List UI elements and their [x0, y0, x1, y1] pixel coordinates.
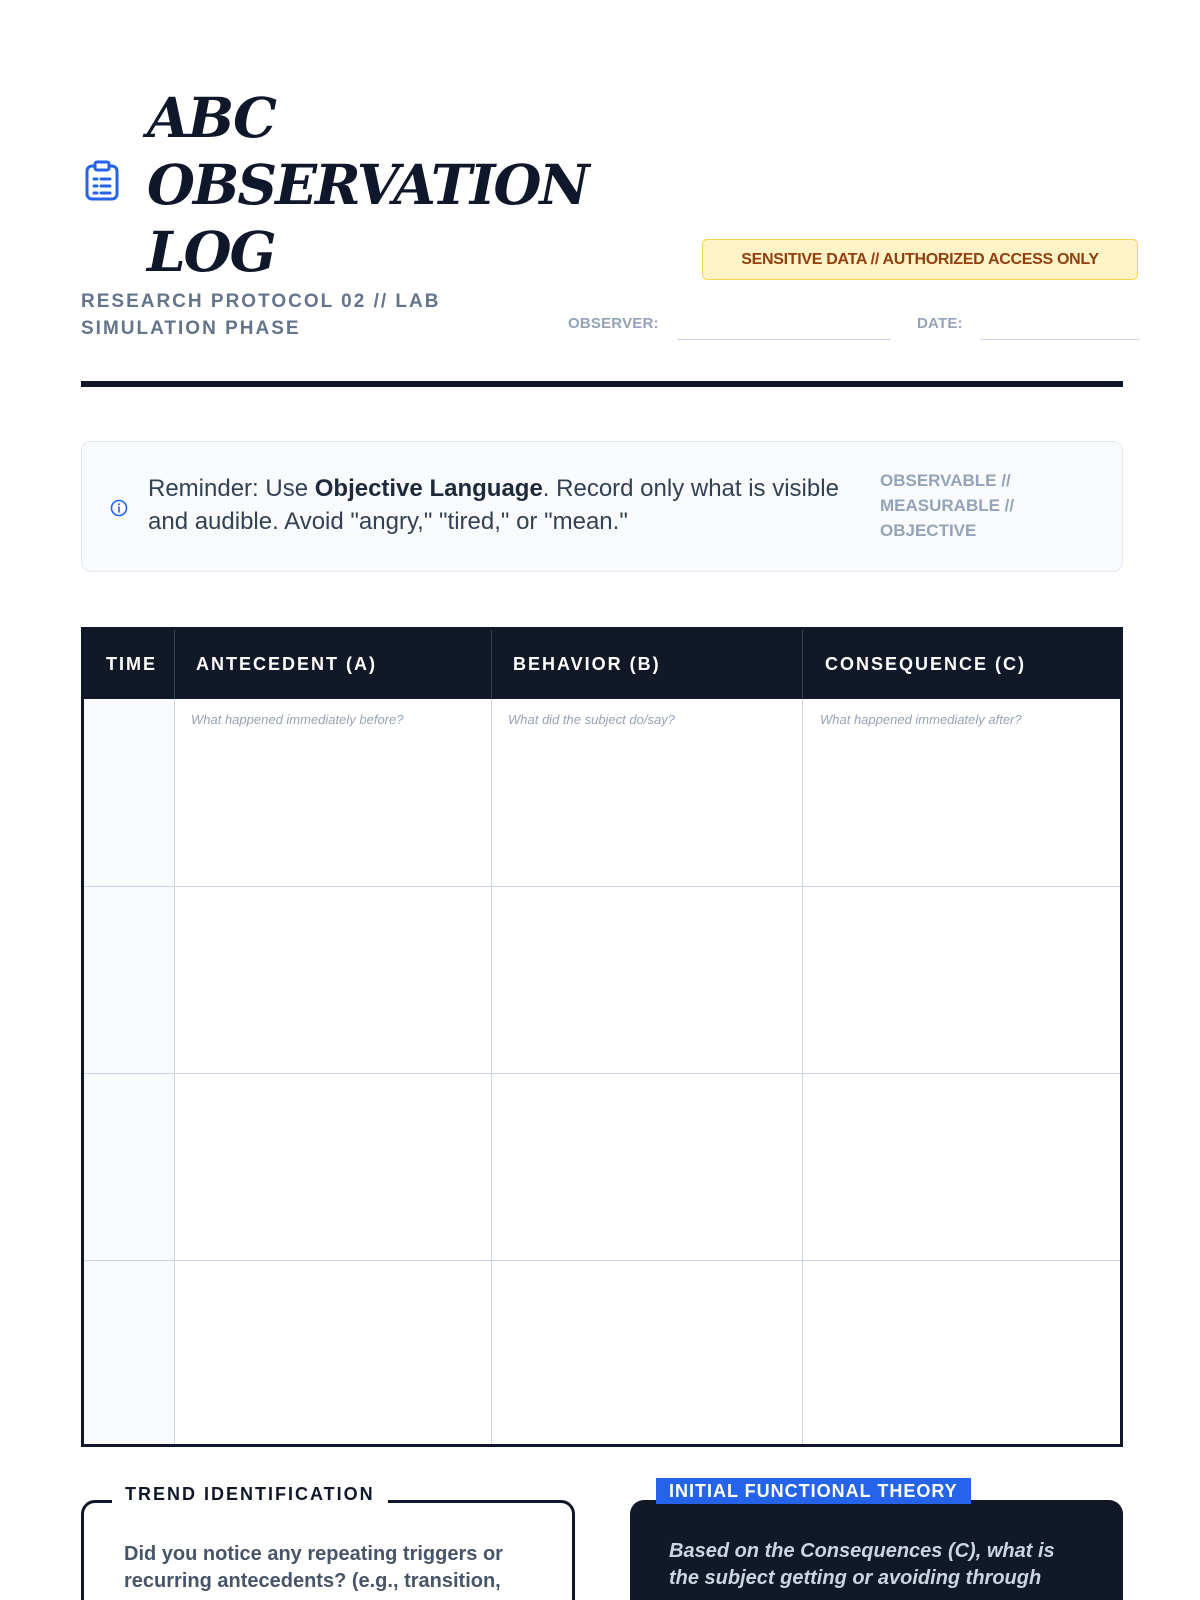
antecedent-hint: What happened immediately before? [191, 712, 404, 727]
consequence-cell[interactable] [803, 1261, 1120, 1444]
trend-identification-label: TREND IDENTIFICATION [112, 1484, 388, 1505]
column-header-consequence: CONSEQUENCE (C) [825, 654, 1027, 674]
time-cell[interactable] [84, 699, 174, 886]
column-header-behavior: BEHAVIOR (B) [513, 654, 661, 674]
behavior-cell[interactable] [492, 887, 802, 1073]
behavior-cell[interactable] [492, 1261, 802, 1444]
time-cell[interactable] [84, 1074, 174, 1260]
observer-label: OBSERVER: [568, 315, 659, 332]
clipboard-icon [84, 160, 120, 202]
column-header-antecedent: ANTECEDENT (A) [196, 654, 377, 674]
consequence-cell[interactable] [803, 1074, 1120, 1260]
functional-theory-label: INITIAL FUNCTIONAL THEORY [656, 1478, 971, 1504]
antecedent-cell[interactable] [175, 887, 491, 1073]
reminder-emphasis: Objective Language [314, 475, 543, 502]
consequence-hint: What happened immediately after? [820, 712, 1022, 727]
header-divider [81, 381, 1123, 387]
functional-theory-question: Based on the Consequences (C), what is the subject getting or avoiding through [669, 1540, 1055, 1589]
reminder-text: Reminder: Use Objective Language. Record only what is visible and audible. Avoid "angry," "tired," or "mean." [148, 475, 839, 535]
page-title: ABC OBSERVATION LOG [147, 85, 588, 284]
behavior-cell[interactable] [492, 1074, 802, 1260]
date-label: DATE: [917, 315, 963, 332]
page-subtitle: RESEARCH PROTOCOL 02 // LAB SIMULATION PHASE [81, 291, 441, 339]
sensitive-data-badge: SENSITIVE DATA // AUTHORIZED ACCESS ONLY [702, 239, 1138, 280]
trend-identification-question: Did you notice any repeating triggers or recurring antecedents? (e.g., transition, [124, 1543, 503, 1592]
time-cell[interactable] [84, 887, 174, 1073]
date-field[interactable] [980, 339, 1140, 340]
abc-log-table [81, 627, 1123, 1447]
antecedent-cell[interactable] [175, 1074, 491, 1260]
consequence-cell[interactable] [803, 887, 1120, 1073]
reminder-banner [81, 441, 1123, 572]
table-header [84, 630, 1120, 699]
consequence-cell[interactable] [803, 730, 1120, 886]
behavior-hint: What did the subject do/say? [508, 712, 675, 727]
info-icon [110, 499, 128, 517]
column-header-time: TIME [106, 654, 157, 674]
reminder-tags: OBSERVABLE // MEASURABLE // OBJECTIVE [880, 471, 1015, 540]
time-cell[interactable] [84, 1261, 174, 1444]
behavior-cell[interactable] [492, 730, 802, 886]
antecedent-cell[interactable] [175, 1261, 491, 1444]
observer-field[interactable] [677, 339, 891, 340]
antecedent-cell[interactable] [175, 730, 491, 886]
